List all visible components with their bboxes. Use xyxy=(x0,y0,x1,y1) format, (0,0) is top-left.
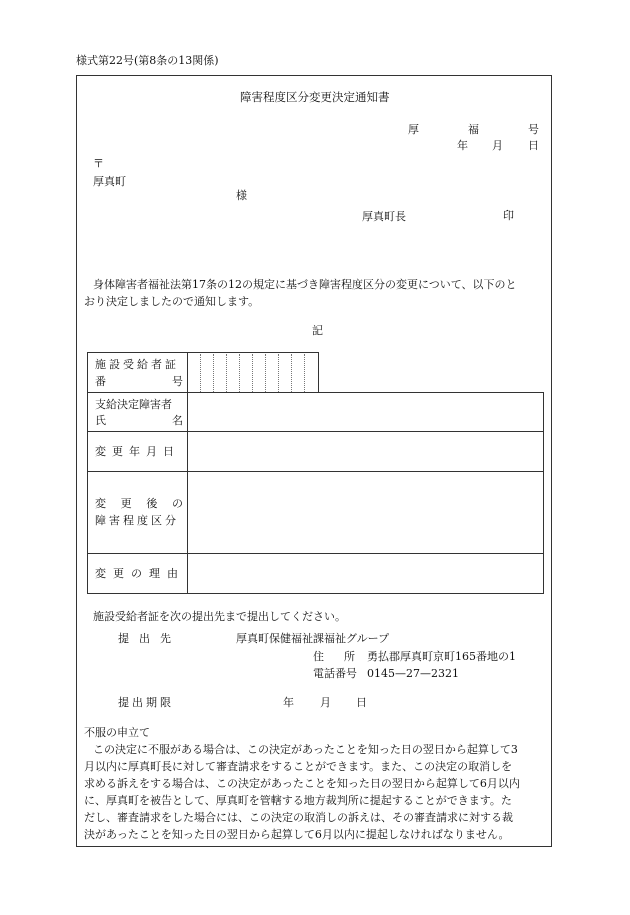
table-border xyxy=(87,593,543,594)
doc-number-part-2: 福 xyxy=(468,123,479,136)
deadline-label: 提出期限 xyxy=(118,696,174,709)
label-certificate-number-line2: 番号 xyxy=(95,375,183,388)
label-change-date: 変更年月日 xyxy=(95,445,180,458)
phone-value: 0145—27—2321 xyxy=(367,667,459,680)
label-new-category-line2: 障害程度区分 xyxy=(95,514,179,527)
appeal-line: この決定に不服がある場合は、この決定があったことを知った日の翌日から起算して3 xyxy=(93,743,518,756)
sender-name: 厚真町長 xyxy=(362,210,406,223)
digit-divider xyxy=(213,354,214,392)
table-border xyxy=(543,392,544,594)
label-certificate-number-line1: 施設受給者証 xyxy=(95,358,179,371)
digit-divider xyxy=(304,354,305,392)
body-line-1: 身体障害者福祉法第17条の12の規定に基づき障害程度区分の変更について、以下のと xyxy=(93,278,517,291)
appeal-line: だし、審査請求をした場合には、この決定の取消しの訴えは、その審査請求に対する裁 xyxy=(84,811,513,824)
document-title: 障害程度区分変更決定通知書 xyxy=(240,90,390,104)
deadline-month: 月 xyxy=(320,696,331,709)
date-day: 日 xyxy=(528,139,539,152)
deadline-year: 年 xyxy=(283,696,294,709)
recipient-town: 厚真町 xyxy=(93,175,126,188)
body-line-2: おり決定しましたので通知します。 xyxy=(84,295,260,308)
date-year: 年 xyxy=(457,139,468,152)
deadline-day: 日 xyxy=(356,696,367,709)
destination-label: 提出先 xyxy=(118,632,181,645)
table-border xyxy=(318,352,319,392)
label-new-category-line1: 変更後の xyxy=(95,497,183,510)
digit-divider xyxy=(291,354,292,392)
appeal-line: 決があったことを知った日の翌日から起算して6月以内に提起しなければなりません。 xyxy=(84,828,510,841)
appeal-line: 月以内に厚真町長に対して審査請求をすることができます。また、この決定の取消しを xyxy=(84,760,513,773)
table-border xyxy=(87,471,543,472)
postal-mark: 〒 xyxy=(93,157,104,170)
digit-divider xyxy=(278,354,279,392)
doc-number-part-1: 厚 xyxy=(408,123,419,136)
ki-mark: 記 xyxy=(312,324,323,337)
table-border xyxy=(87,352,88,594)
table-border xyxy=(87,553,543,554)
submission-instruction: 施設受給者証を次の提出先まで提出してください。 xyxy=(93,610,346,623)
digit-divider xyxy=(252,354,253,392)
address-value: 勇払郡厚真町京町165番地の1 xyxy=(367,650,516,663)
digit-divider xyxy=(265,354,266,392)
table-border xyxy=(87,431,543,432)
digit-divider xyxy=(239,354,240,392)
appeal-heading: 不服の申立て xyxy=(84,726,150,739)
seal-mark: 印 xyxy=(503,209,514,222)
recipient-honorific: 様 xyxy=(236,189,247,202)
form-number: 様式第22号(第8条の13関係) xyxy=(76,54,219,67)
appeal-line: 求める訴えをする場合は、この決定があったことを知った日の翌日から起算して6月以内 xyxy=(84,777,520,790)
destination-value: 厚真町保健福祉課福祉グループ xyxy=(236,632,390,645)
date-month: 月 xyxy=(492,139,503,152)
label-change-reason: 変更の理由 xyxy=(95,567,185,580)
phone-label: 電話番号 xyxy=(313,667,357,680)
table-border xyxy=(87,352,319,353)
digit-divider xyxy=(200,354,201,392)
doc-number-part-3: 号 xyxy=(528,123,539,136)
label-recipient-name-line2: 氏名 xyxy=(95,414,183,427)
table-border xyxy=(87,392,543,393)
table-border xyxy=(187,352,188,594)
appeal-line: に、厚真町を被告として、厚真町を管轄する地方裁判所に提起することができます。た xyxy=(84,794,512,807)
address-label: 住所 xyxy=(313,650,355,663)
digit-divider xyxy=(226,354,227,392)
label-recipient-name-line1: 支給決定障害者 xyxy=(95,398,172,411)
